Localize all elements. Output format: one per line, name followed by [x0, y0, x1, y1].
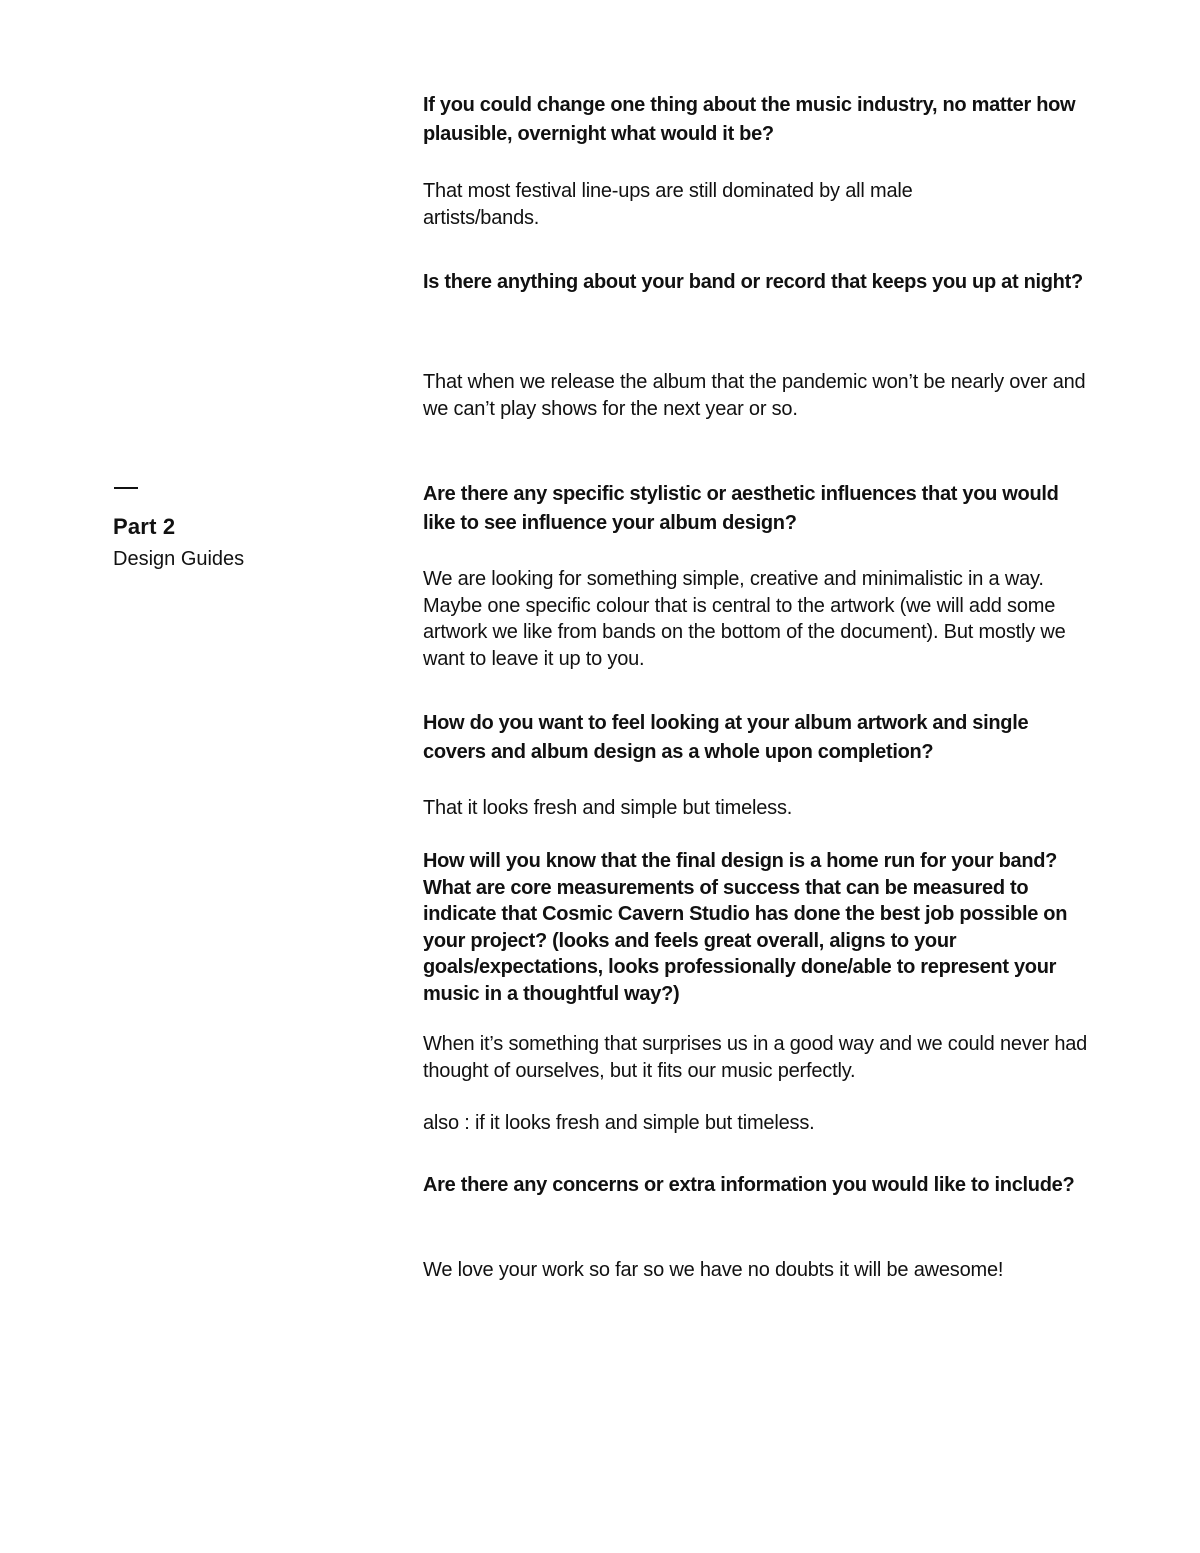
answer-2: That when we release the album that the pandemic won’t be nearly over and we can’t play shows for the next year or so. [423, 371, 1086, 420]
question-5: How will you know that the final design is a home run for your band? What are core measurements of success that can be measured to indicate that Cosmic Cavern Studio has done the best job possible on your project? (looks and feels great overall, aligns to your goals/expectations, looks professionally done/able to represent your music in a thoughtful way?) [423, 850, 1068, 1005]
answer-5-extra: also : if it looks fresh and simple but timeless. [423, 1112, 815, 1134]
answer-6: We love your work so far so we have no doubts it will be awesome! [423, 1259, 1004, 1281]
answer-4: That it looks fresh and simple but timeless. [423, 797, 793, 819]
question-3: Are there any specific stylistic or aesthetic influences that you would like to see influence your album design? [423, 483, 1059, 534]
section-subtitle: Design Guides [113, 548, 245, 570]
answer-3: We are looking for something simple, creative and minimalistic in a way. Maybe one specific colour that is central to the artwork (we will add some artwork we like from bands on the bottom of the document). But mostly we want to leave it up to you. [423, 568, 1066, 670]
answer-5: When it’s something that surprises us in a good way and we could never had thought of ourselves, but it fits our music perfectly. [423, 1033, 1088, 1082]
question-1: If you could change one thing about the music industry, no matter how plausible, overnight what would it be? [423, 94, 1076, 145]
question-4: How do you want to feel looking at your album artwork and single covers and album design as a whole upon completion? [423, 712, 1029, 763]
section-title: Part 2 [113, 514, 176, 539]
question-2: Is there anything about your band or record that keeps you up at night? [423, 271, 1083, 293]
answer-1: That most festival line-ups are still dominated by all male artists/bands. [423, 180, 913, 229]
section-divider [114, 487, 138, 489]
question-6: Are there any concerns or extra information you would like to include? [423, 1174, 1075, 1196]
